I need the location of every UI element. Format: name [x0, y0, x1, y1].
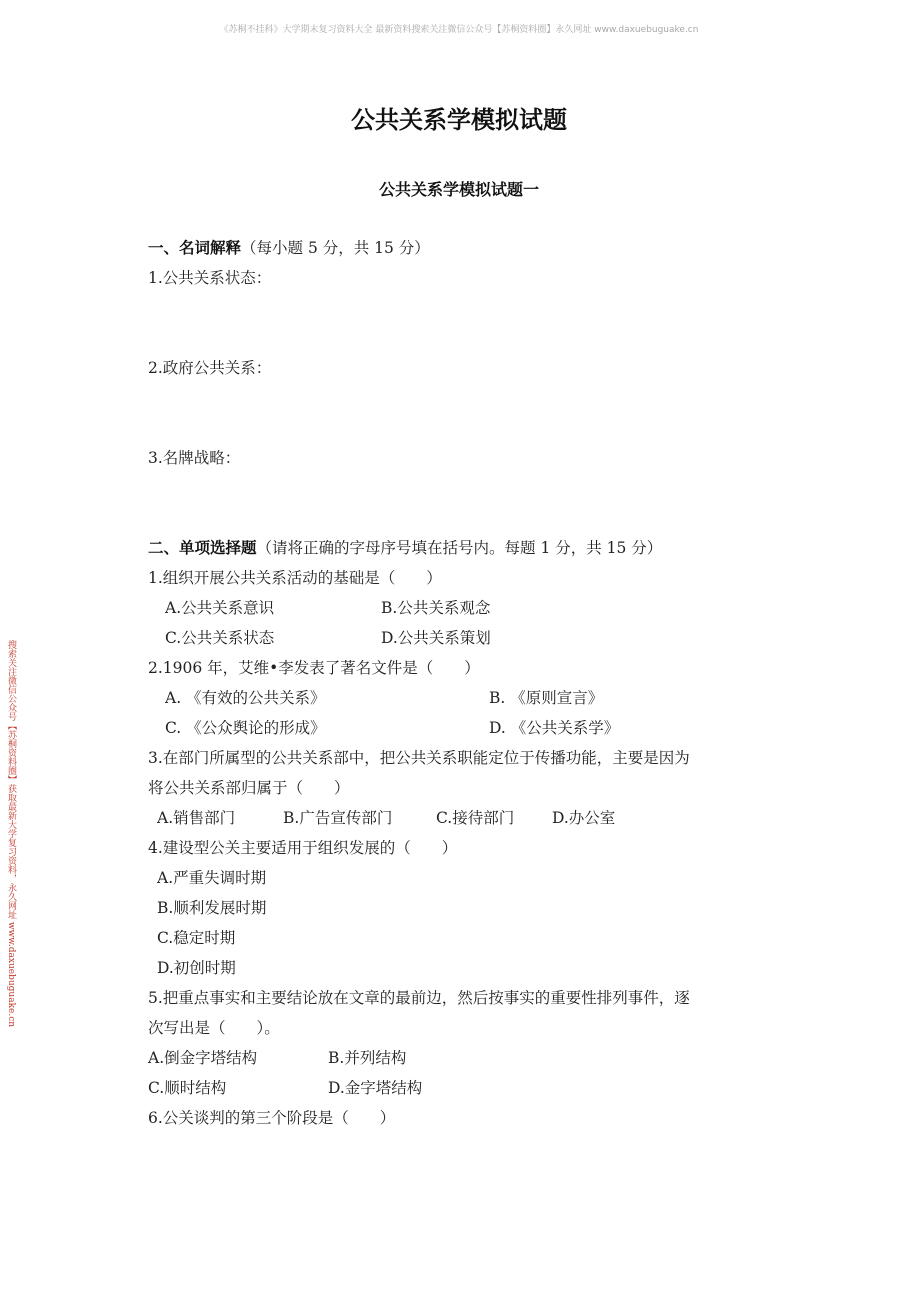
question-6-stem: 6.公关谈判的第三个阶段是（ ）	[148, 1109, 396, 1127]
section1-note: （每小题 5 分，共 15 分）	[241, 239, 430, 257]
q5-option-b: B.并列结构	[328, 1049, 407, 1067]
q2-option-a: A. 《有效的公共关系》	[165, 689, 326, 707]
q2-option-c: C. 《公众舆论的形成》	[165, 719, 326, 737]
q4-option-b: B.顺利发展时期	[157, 899, 267, 917]
q5-option-c: C.顺时结构	[148, 1079, 227, 1097]
question-3-stem-line2: 将公共关系部归属于（ ）	[148, 779, 350, 797]
q1-option-b: B.公共关系观念	[381, 599, 491, 617]
q1-option-c: C.公共关系状态	[165, 629, 275, 647]
q1-option-a: A.公共关系意识	[165, 599, 275, 617]
q2-option-b: B. 《原则宣言》	[489, 689, 604, 707]
header-note: 《苏桐不挂科》大学期末复习资料大全 最新资料搜索关注微信公众号【苏桐资料圈】永久网址 www.daxuebuguake.cn	[219, 25, 699, 35]
section2-heading: 二、单项选择题	[148, 539, 257, 557]
term-item-1: 1.公共关系状态：	[148, 269, 272, 287]
section1-heading-line	[148, 237, 430, 259]
q4-option-d: D.初创时期	[157, 959, 236, 977]
q3-option-c: C.接待部门	[436, 809, 515, 827]
question-3-stem-line1: 3.在部门所属型的公共关系部中，把公共关系职能定位于传播功能，主要是因为	[148, 749, 690, 767]
page-title: 公共关系学模拟试题	[351, 106, 567, 134]
q2-option-d: D. 《公共关系学》	[489, 719, 620, 737]
q4-option-a: A.严重失调时期	[157, 869, 267, 887]
question-2-stem: 2.1906 年，艾维•李发表了著名文件是（ ）	[148, 659, 480, 677]
exam-title: 公共关系学模拟试题一	[378, 180, 539, 199]
q4-option-c: C.稳定时期	[157, 929, 236, 947]
question-4-stem: 4.建设型公关主要适用于组织发展的（ ）	[148, 839, 458, 857]
q5-option-d: D.金字塔结构	[328, 1079, 423, 1097]
term-item-2: 2.政府公共关系：	[148, 359, 272, 377]
term-item-3: 3.名牌战略：	[148, 449, 241, 467]
section2-note: （请将正确的字母序号填在括号内。每题 1 分，共 15 分）	[256, 539, 663, 557]
q5-option-a: A.倒金字塔结构	[148, 1049, 258, 1067]
section2-heading-line	[148, 537, 662, 559]
q3-option-b: B.广告宣传部门	[283, 809, 393, 827]
side-note: 搜索关注微信公众号【苏桐资料圈】获取最新大学复习资料，永久网址 www.daxuebuguake.cn	[6, 640, 16, 1028]
question-5-stem-line1: 5.把重点事实和主要结论放在文章的最前边，然后按事实的重要性排列事件，逐	[148, 989, 690, 1007]
question-1-stem: 1.组织开展公共关系活动的基础是（ ）	[148, 569, 442, 587]
q3-option-a: A.销售部门	[157, 809, 236, 827]
section1-heading: 一、名词解释	[148, 239, 242, 257]
q1-option-d: D.公共关系策划	[381, 629, 491, 647]
q3-option-d: D.办公室	[552, 809, 616, 827]
question-5-stem-line2: 次写出是（ ）。	[148, 1019, 280, 1037]
